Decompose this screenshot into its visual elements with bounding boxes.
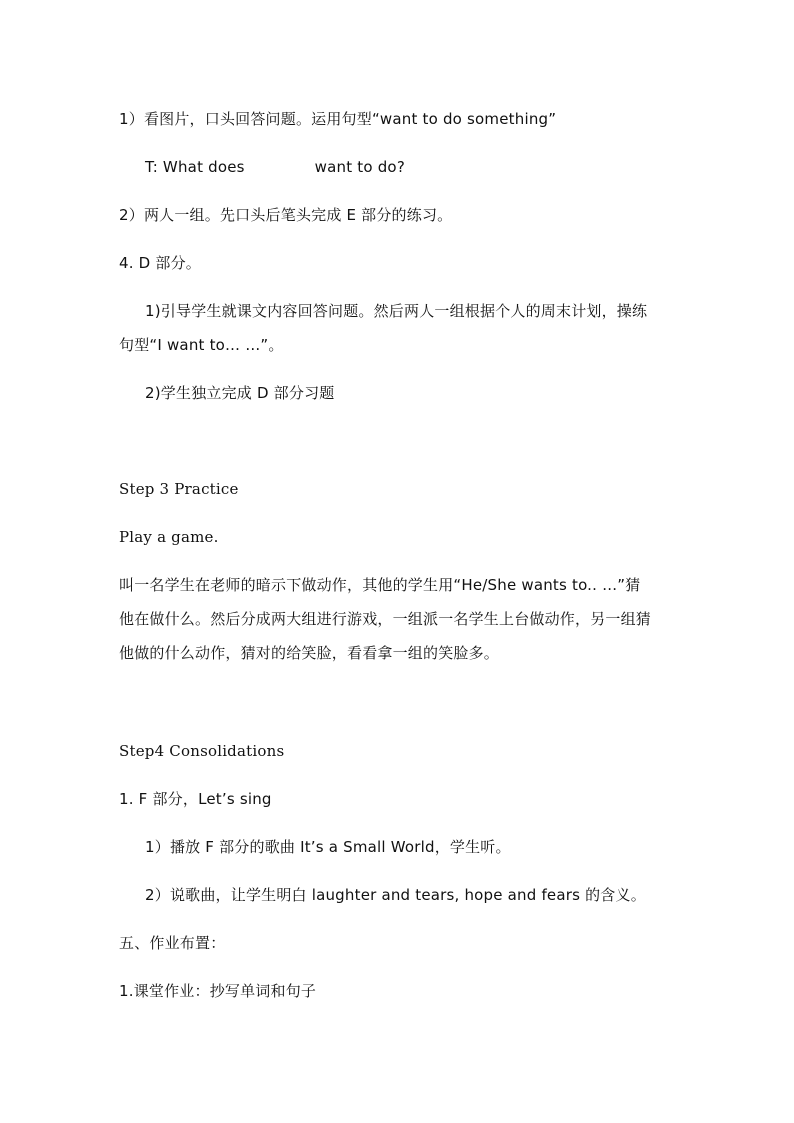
step-4-heading: Step4 Consolidations	[119, 742, 285, 760]
homework-item-1: 1.课堂作业：抄写单词和句子	[119, 982, 317, 1000]
section-d-item-1-cont: 句型“I want to… …”。	[119, 336, 284, 354]
section-f-item-2: 2）说歌曲，让学生明白 laughter and tears, hope and fears 的含义。	[145, 886, 646, 904]
section-f-heading: 1. F 部分，Let’s sing	[119, 790, 272, 808]
teacher-question-part-1: T: What does	[145, 158, 245, 176]
section-d-item-2: 2)学生独立完成 D 部分习题	[145, 384, 335, 402]
play-game-text: Play a game.	[119, 528, 219, 546]
step-1-instruction: 1）看图片，口头回答问题。运用句型“want to do something”	[119, 110, 557, 128]
game-description-line-3: 他做的什么动作，猜对的给笑脸，看看拿一组的笑脸多。	[119, 644, 500, 662]
step-3-heading: Step 3 Practice	[119, 480, 239, 498]
section-f-item-1: 1）播放 F 部分的歌曲 It’s a Small World，学生听。	[145, 838, 511, 856]
game-description-line-2: 他在做什么。然后分成两大组进行游戏，一组派一名学生上台做动作，另一组猜	[119, 610, 652, 628]
teacher-question	[145, 157, 405, 177]
homework-heading: 五、作业布置：	[119, 934, 226, 952]
game-description-line-1: 叫一名学生在老师的暗示下做动作，其他的学生用“He/She wants to.. …”猜	[119, 576, 641, 594]
section-d-item-1: 1)引导学生就课文内容回答问题。然后两人一组根据个人的周末计划，操练	[145, 302, 648, 320]
teacher-question-part-2: want to do?	[314, 158, 405, 176]
section-d-heading: 4. D 部分。	[119, 254, 201, 272]
step-2-instruction: 2）两人一组。先口头后笔头完成 E 部分的练习。	[119, 206, 453, 224]
